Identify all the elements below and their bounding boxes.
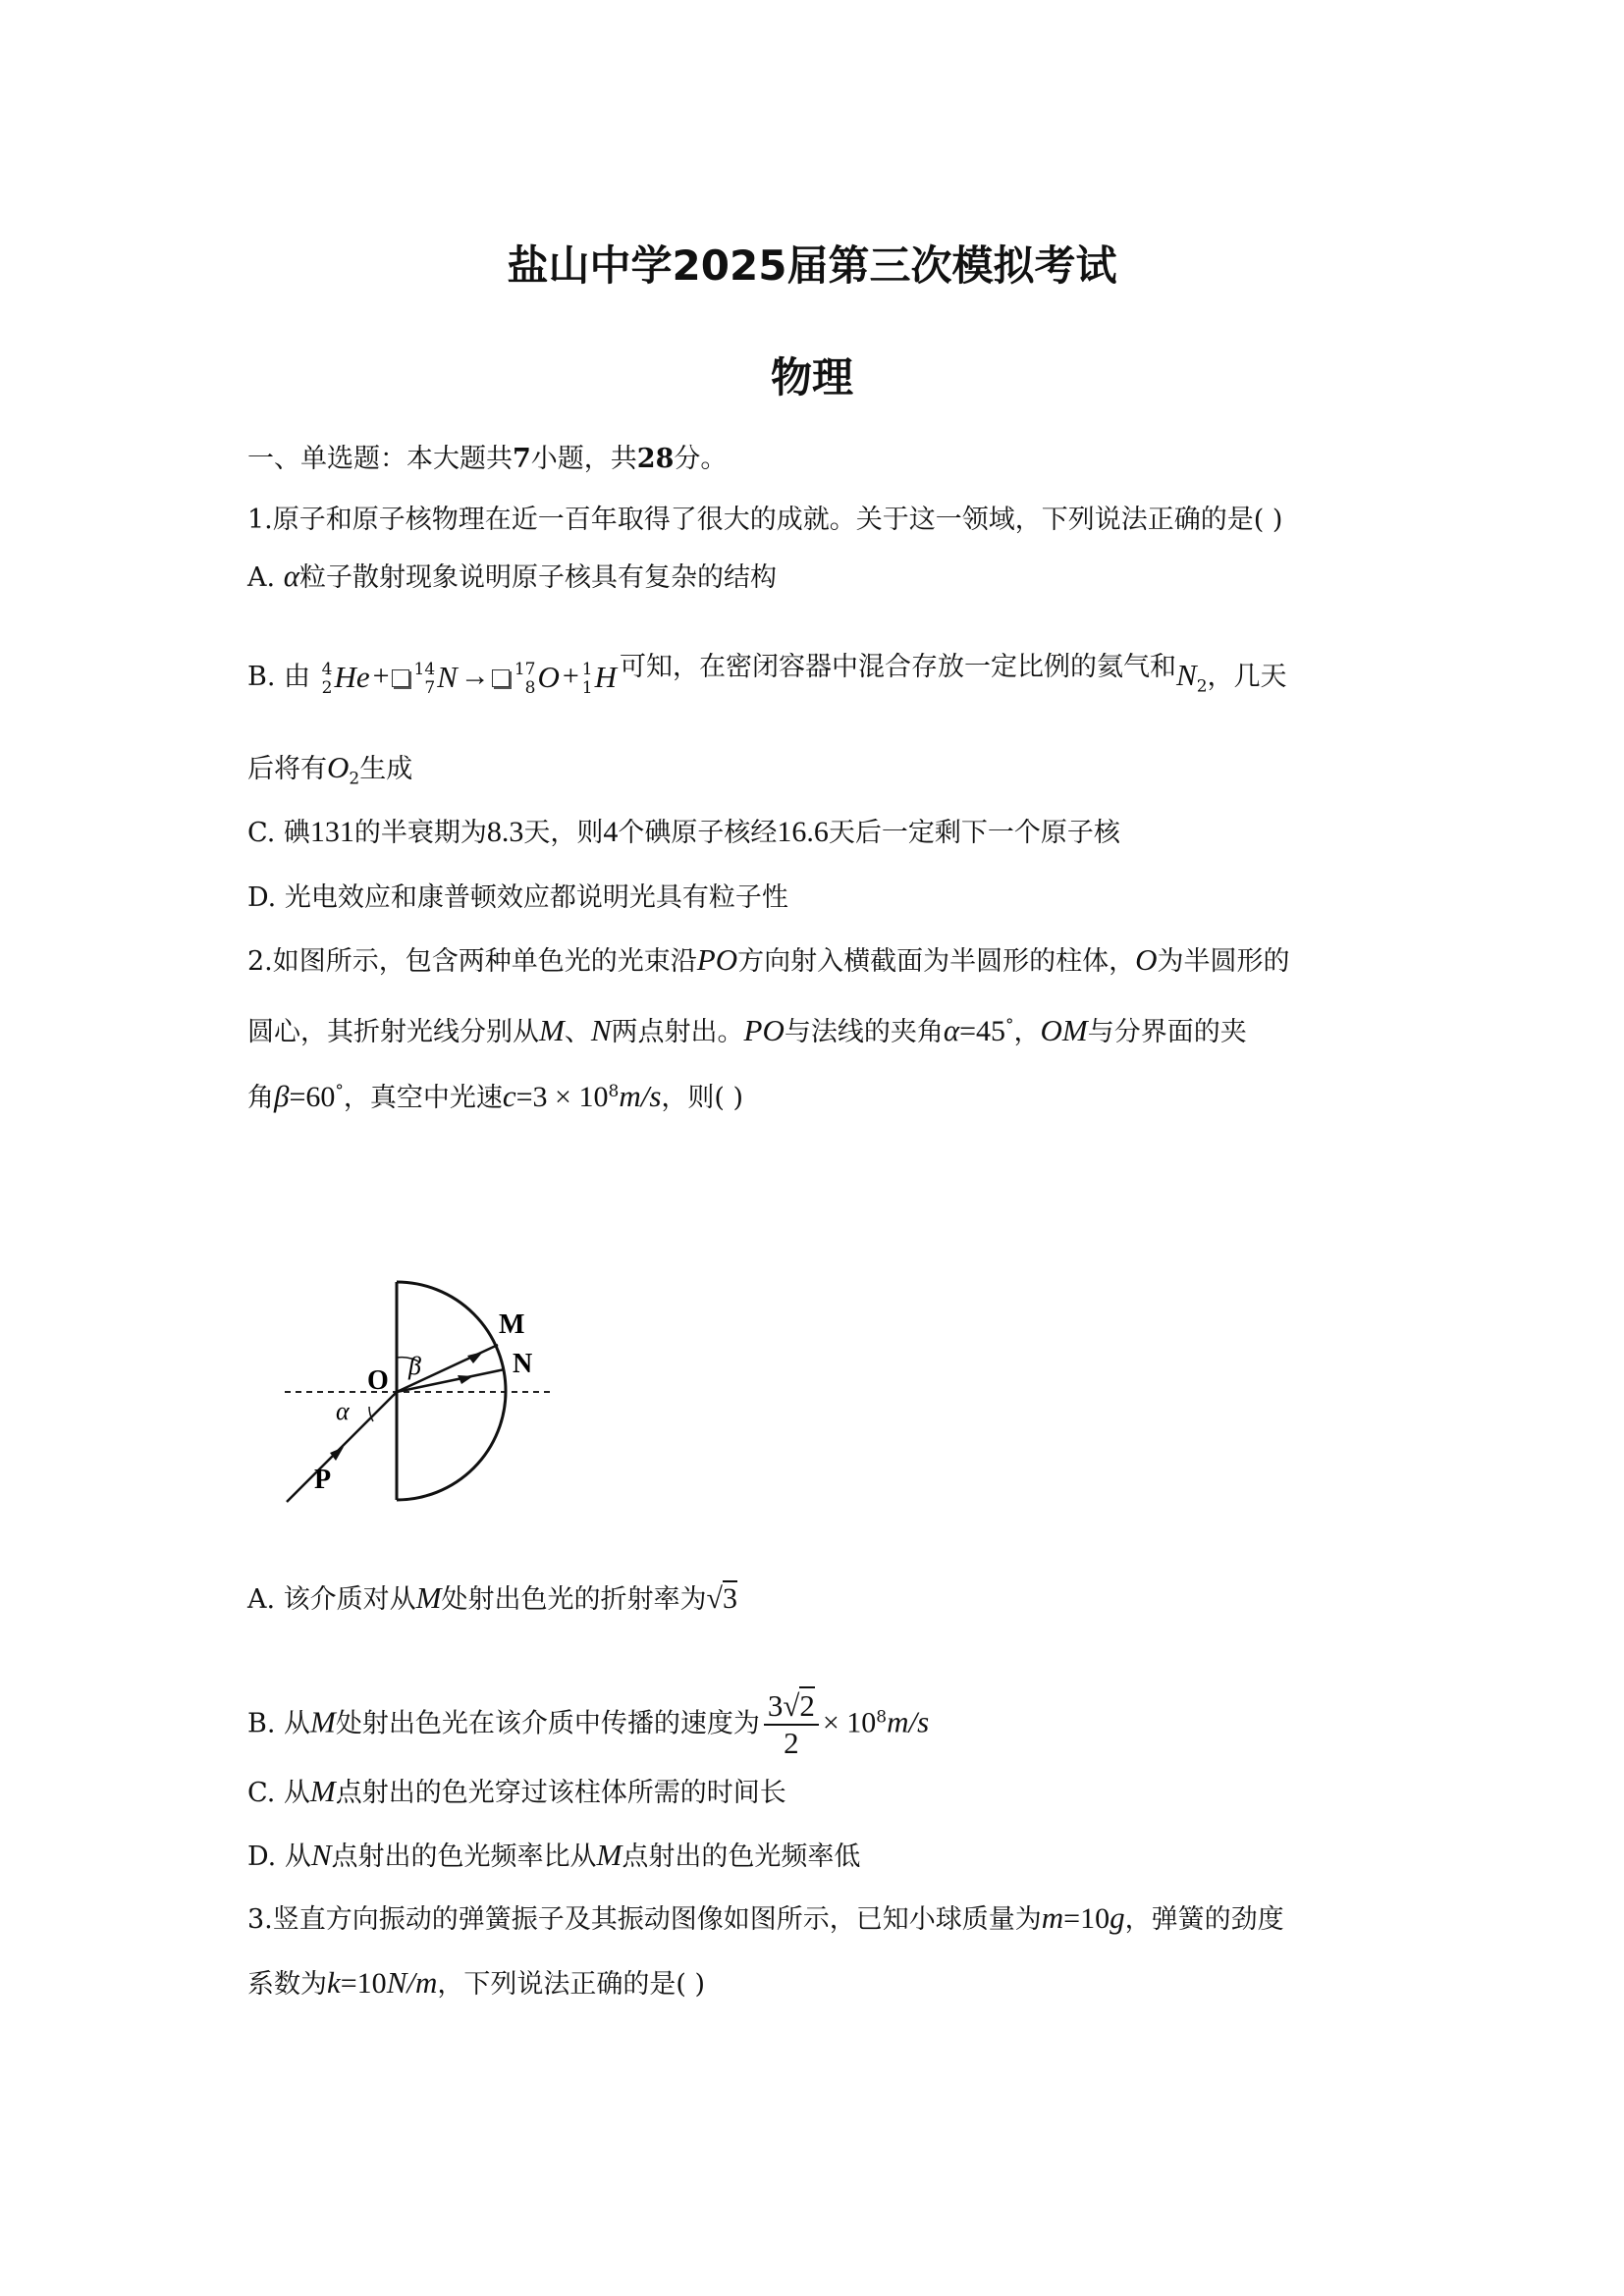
placeholder-box-icon	[392, 669, 409, 687]
q2-option-c: C. 从M点射出的色光穿过该柱体所需的时间长	[247, 1774, 786, 1808]
hydrogen-nuclide: 1 1 H	[581, 659, 618, 698]
label-beta: β	[408, 1352, 421, 1380]
q3-stem-line1: 3.竖直方向振动的弹簧振子及其振动图像如图所示，已知小球质量为m=10g，弹簧的劲度	[247, 1900, 1284, 1935]
q1-option-a: A. α粒子散射现象说明原子核具有复杂的结构	[247, 559, 777, 593]
q2-stem-line1: 2.如图所示，包含两种单色光的光束沿PO方向射入横截面为半圆形的柱体，O为半圆形的	[247, 942, 1290, 977]
section-heading: 一、单选题：本大题共7小题，共28分。	[247, 444, 728, 474]
q1-option-b: B. 由 4 2 He + 14 7 N → 17 8 O + 1 1 H 可知，在密闭容器中混合存放一定比例的氦气和$N_2$，几天	[247, 652, 1287, 698]
q1-option-b-cont: 后将有$O_2$生成	[247, 750, 413, 789]
oxygen-nuclide: 17 8 O	[514, 659, 560, 698]
label-m: M	[499, 1309, 525, 1340]
q2-option-a: A. 该介质对从M处射出色光的折射率为√3	[247, 1580, 737, 1615]
label-o: O	[367, 1365, 389, 1396]
q2-stem-line2: 圆心，其折射光线分别从M、N两点射出。PO与法线的夹角α=45°，OM与分界面的夹	[247, 1013, 1247, 1047]
q1-option-c: C. 碘131的半衰期为8.3天，则4个碘原子核经16.6天后一定剩下一个原子核	[247, 816, 1120, 848]
q3-stem-line2: 系数为k=10N/m，下列说法正确的是( )	[247, 1965, 706, 2000]
sqrt-symbol: √	[706, 1582, 723, 1615]
speed-fraction: $\frac{3√2}{2}$	[764, 1688, 819, 1761]
helium-nuclide: 4 2 He	[321, 659, 370, 698]
incident-arrow-icon	[330, 1447, 344, 1461]
q1-stem: 1.原子和原子核物理在近一百年取得了很大的成就。关于这一领域，下列说法正确的是( )	[247, 505, 1283, 535]
label-alpha: α	[336, 1397, 350, 1425]
q2-option-b: B. 从M处射出色光在该介质中传播的速度为 $\frac{3√2}{2}$ × $10^8m/s$	[247, 1688, 930, 1760]
ray-n-arrow-icon	[458, 1375, 473, 1384]
exam-title: 盐山中学2025届第三次模拟考试	[507, 241, 1117, 290]
label-p: P	[314, 1465, 332, 1495]
label-n: N	[513, 1349, 533, 1379]
q1-option-d: D. 光电效应和康普顿效应都说明光具有粒子性	[247, 882, 788, 913]
subject-title: 物理	[770, 353, 853, 401]
ray-m-arrow-icon	[467, 1352, 483, 1363]
q2-stem-line3: 角β=60°，真空中光速$c=3 \times 10^8m/s$，则( )	[247, 1079, 744, 1113]
nitrogen-nuclide: 14 7 N	[413, 659, 458, 698]
q2-option-d: D. 从N点射出的色光频率比从M点射出的色光频率低	[247, 1838, 861, 1872]
refraction-figure	[265, 1266, 579, 1512]
placeholder-box-icon	[492, 669, 510, 687]
